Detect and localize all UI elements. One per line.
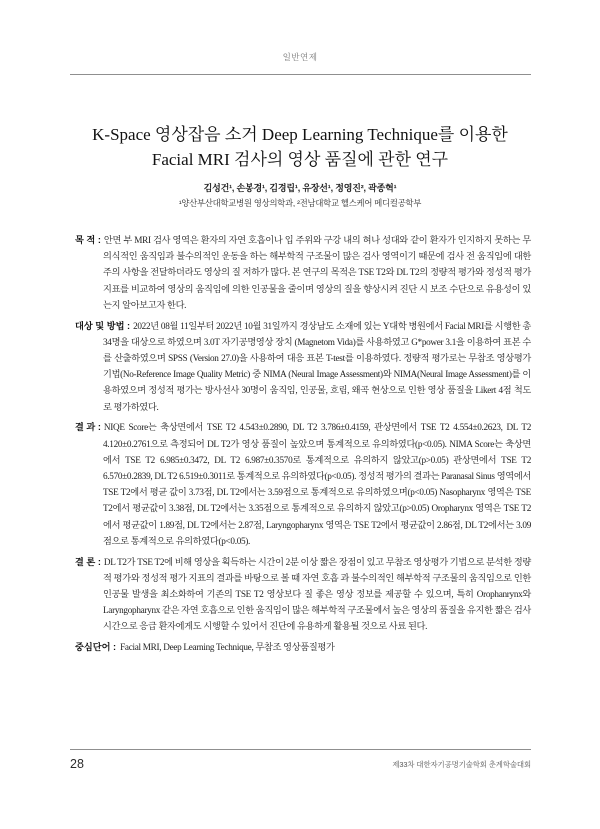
keyword: 무참조 영상품질평가: [255, 642, 335, 653]
section-body: 2022년 08월 11일부터 2022년 10월 31일까지 경상남도 소재에 있는 Y대학 병원에서 Facial MRI를 시행한 총 34명을 대상으로 하였으며 3.0T 자기공명영상 장치 (Magnetom Vida)를 사용하였고 G*power 3.1을 이용하여 표본 수를 산출하였으며 SPSS (Version 27.0)을 사용하여 대응 표본 T-test를 이용하였다. 정량적 평가로는 무참조 영상평가 기법(No-Reference Image Quality Metric) 중 NIMA (Neural Image Assessment)와 NIMA(Neural Image Assessment)를 이용하였으며 정성적 평가는 방사선사 30명이 움직임, 인공물, 흐림, 왜곡 현상으로 인한 영상 품질을 Likert 4점 척도로 평가하였다.: [103, 320, 531, 412]
section-purpose: [75, 232, 531, 313]
abstract: [75, 232, 531, 660]
section-label: 목 적 :: [75, 235, 101, 245]
author: 김경립¹ ,: [269, 183, 300, 193]
page-number: 28: [70, 757, 84, 771]
paper-title: [30, 122, 570, 172]
section-label: 결 과 :: [75, 422, 101, 433]
affiliation: ¹양산부산대학교병원 영상의학과 ,: [179, 198, 295, 208]
keyword: Facial MRI ,: [120, 642, 161, 652]
title-line: Facial MRI 검사의 영상 품질에 관한 연구: [151, 150, 449, 169]
author: 곽종혁¹: [368, 183, 397, 193]
title-line: K-Space 영상잡음 소거 Deep Learning Technique를 이용한: [92, 125, 508, 144]
running-header: 일반연제: [282, 52, 318, 62]
section-label: 결 론 :: [75, 556, 101, 567]
section-body: 안면 부 MRI 검사 영역은 환자의 자연 호흡이나 입 주위와 구강 내의 혀나 성대와 같이 환자가 인지하지 못하는 무의식적인 움직임과 불수의적인 운동을 하는 해부학적 구조물이 많은 검사 영역이기 때문에 검사 전 움직임에 대한 주의 사항을 전달하더라도 영상의 질 저하가 많다. 본 연구의 목적은 TSE T2와 DL T2의 정량적 평가와 정성적 평가 지표를 비교하여 영상의 움직임에 의한 인공물을 줄이며 영상의 질을 향상시켜 진단 시 보조 수단으로 유용성이 있는지 알아보고자 한다.: [103, 235, 531, 310]
keywords: [75, 639, 531, 655]
author: 유장선¹ ,: [302, 183, 333, 193]
section-body: NIQE Score는 축상면에서 TSE T2 4.543±0.2890, DL T2 3.786±0.4159, 관상면에서 TSE T2 4.554±0.2623, DL T2 4.120±0.2761으로 측정되어 DL T2가 영상 품질이 높았으며 통계적으로 유의하였다(p<0.05). NIMA Score는 축상면에서 TSE T2 6.985±0.3472, DL T2 6.987±0.3570로 통계적으로 유의하지 않았고(p>0.05) 관상면에서 TSE T2 6.570±0.2839, DL T2 6.519±0.3011로 통계적으로 유의하였다(p<0.05). 정성적 평가의 결과는 Paranasal Sinus 영역에서 TSE T2에서 평균 값이 3.73점, DL T2에서는 3.59점으로 통계적으로 유의하였으며(p<0.05) Nasopharynx 영역은 TSE T2에서 평균값이 3.38점, DL T2에서는 3.35점으로 통계적으로 유의하지 않았고(p>0.05) Oropharynx 영역은 TSE T2에서 평균값이 1.89점, DL T2에서는 2.87점, Laryngopharynx 영역은 TSE T2에서 평균값이 2.86점, DL T2에서는 3.09점으로 통계적으로 유의하였다(p<0.05).: [103, 422, 531, 546]
section-body: DL T2가 TSE T2에 비해 영상을 획득하는 시간이 2분 이상 짧은 장점이 있고 무참조 영상평가 기법으로 분석한 정량적 평가와 정성적 평가 지표의 결과를 바탕으로 볼 때 자연 호흡 과 불수의적인 해부학적 구조물의 움직임으로 인한 인공물 발생을 최소화하여 기존의 TSE T2 영상보다 질 좋은 영상 정보를 제공할 수 있으며, 특히 Orophanrynx와 Laryngopharynx 같은 자연 호흡으로 인한 움직임이 많은 해부학적 구조물에서 높은 영상의 품질을 유지한 짧은 검사 시간으로 응급 환자에게도 시행할 수 있어서 진단에 유용하게 활용될 것으로 사료 된다.: [103, 556, 531, 632]
section-label: 대상 및 방법 :: [75, 320, 131, 331]
author: 김성건¹ ,: [204, 183, 235, 193]
header-rule: [70, 74, 531, 75]
affiliation-list: [30, 197, 570, 209]
section-methods: [75, 318, 531, 415]
conference-name: 제33차 대한자기공명기술학회 춘계학술대회: [392, 760, 531, 769]
author: 정영진² ,: [335, 183, 366, 193]
author: 손봉경¹ ,: [237, 183, 268, 193]
footer-rule: [70, 749, 531, 750]
author-list: [30, 181, 570, 195]
keyword: Deep Learning Technique ,: [163, 642, 253, 652]
section-results: [75, 419, 531, 549]
affiliation: ²전남대학교 헬스케어 메디컬공학부: [297, 198, 422, 208]
keywords-label: 중심단어 :: [75, 642, 117, 653]
section-conclusion: [75, 554, 531, 635]
